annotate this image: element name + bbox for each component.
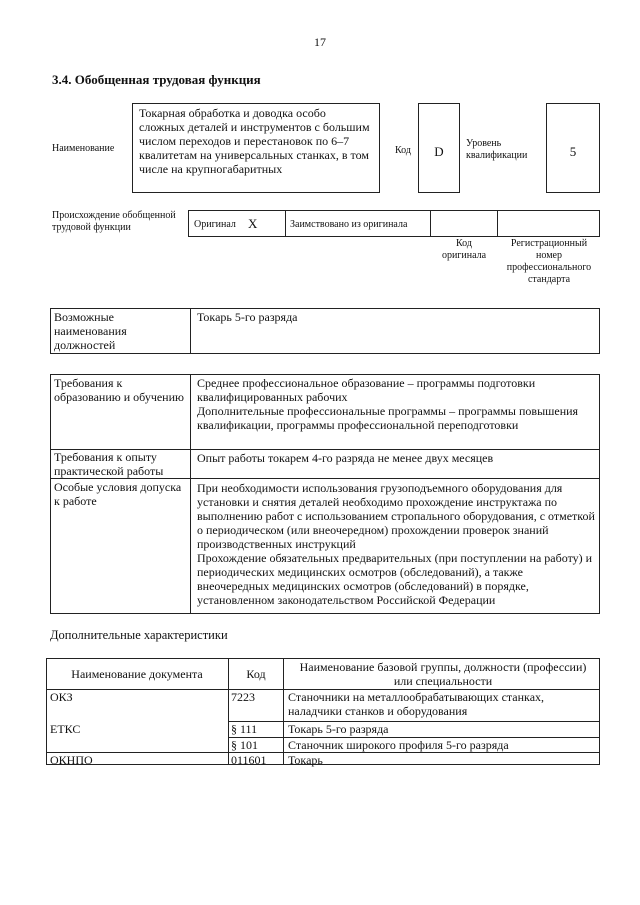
level-value: 5 <box>569 144 577 159</box>
positions-value: Токарь 5-го разряда <box>197 310 298 324</box>
code-label: Код <box>395 145 411 156</box>
additional-title: Дополнительные характеристики <box>50 628 228 642</box>
req-special-value: При необходимости использования грузоподъемного оборудования для установки и снятия деталей необходимо прохождение инструктажа по выполнению работ с использованием стропального оборудования, с отметкой о периодическом (или внеочередном) прохождении проверок знаний производственных инструкций Прохождение обязательных предварительных (при поступлении на работу) и периодических медицинских осмотров (обследований), а также внеочередных медицинских осмотров (обследований) в порядке, установленном законодательством Российской Федерации <box>197 481 595 607</box>
req-education-value: Среднее профессиональное образование – программы подготовки квалифицированных рабочих Дополнительные профессиональные программы – программы повышения квалификации, программы профессиональной переподготовки <box>197 376 579 432</box>
row-code: § 111 <box>231 722 258 736</box>
req-education-label: Требования к образованию и обучению <box>54 376 184 404</box>
row-doc: ОКНПО <box>50 753 93 767</box>
level-box <box>546 103 600 193</box>
req-special-label: Особые условия допуска к работе <box>54 480 182 508</box>
row-doc: ОКЗ <box>50 690 73 704</box>
req-experience-value: Опыт работы токарем 4-го разряда не менее двух месяцев <box>197 451 494 465</box>
row-code: § 101 <box>231 738 258 752</box>
function-name: Токарная обработка и доводка особо сложных деталей и инструментов с большим числом переходов и перестановок по 6–7 квалитетам на универсальных станках, в том числе на крупногабаритных <box>139 106 370 176</box>
original-mark: X <box>248 216 258 231</box>
row-name: Токарь 5-го разряда <box>288 722 389 736</box>
level-label: Уровень квалификации <box>466 138 528 161</box>
row-name: Токарь <box>288 753 323 767</box>
row-doc: ЕТКС <box>50 722 81 736</box>
col-header-code: Код <box>246 667 266 681</box>
original-label: Оригинал <box>194 219 236 230</box>
positions-label: Возможные наименования должностей <box>54 310 127 352</box>
origin-label: Происхождение обобщенной трудовой функции <box>52 210 176 233</box>
section-title: 3.4. Обобщенная трудовая функция <box>52 72 261 87</box>
row-name: Станочник широкого профиля 5-го разряда <box>288 738 509 752</box>
col-header-doc: Наименование документа <box>71 667 203 681</box>
code-value: D <box>434 144 444 159</box>
name-label: Наименование <box>52 143 115 154</box>
req-experience-label: Требования к опыту практической работы <box>54 450 164 478</box>
borrowed-label: Заимствовано из оригинала <box>290 219 408 230</box>
reg-caption: Регистрационный номер профессионального стандарта <box>506 238 592 285</box>
row-name: Станочники на металлообрабатывающих станках, наладчики станков и оборудования <box>288 690 545 718</box>
row-code: 7223 <box>231 690 255 704</box>
code-box <box>418 103 460 193</box>
col-header-name: Наименование базовой группы, должности (профессии) или специальности <box>299 660 587 688</box>
row-code: 011601 <box>231 753 267 767</box>
code-caption: Код оригинала <box>441 238 487 261</box>
function-name-box <box>132 103 380 193</box>
page-number: 17 <box>314 35 326 49</box>
